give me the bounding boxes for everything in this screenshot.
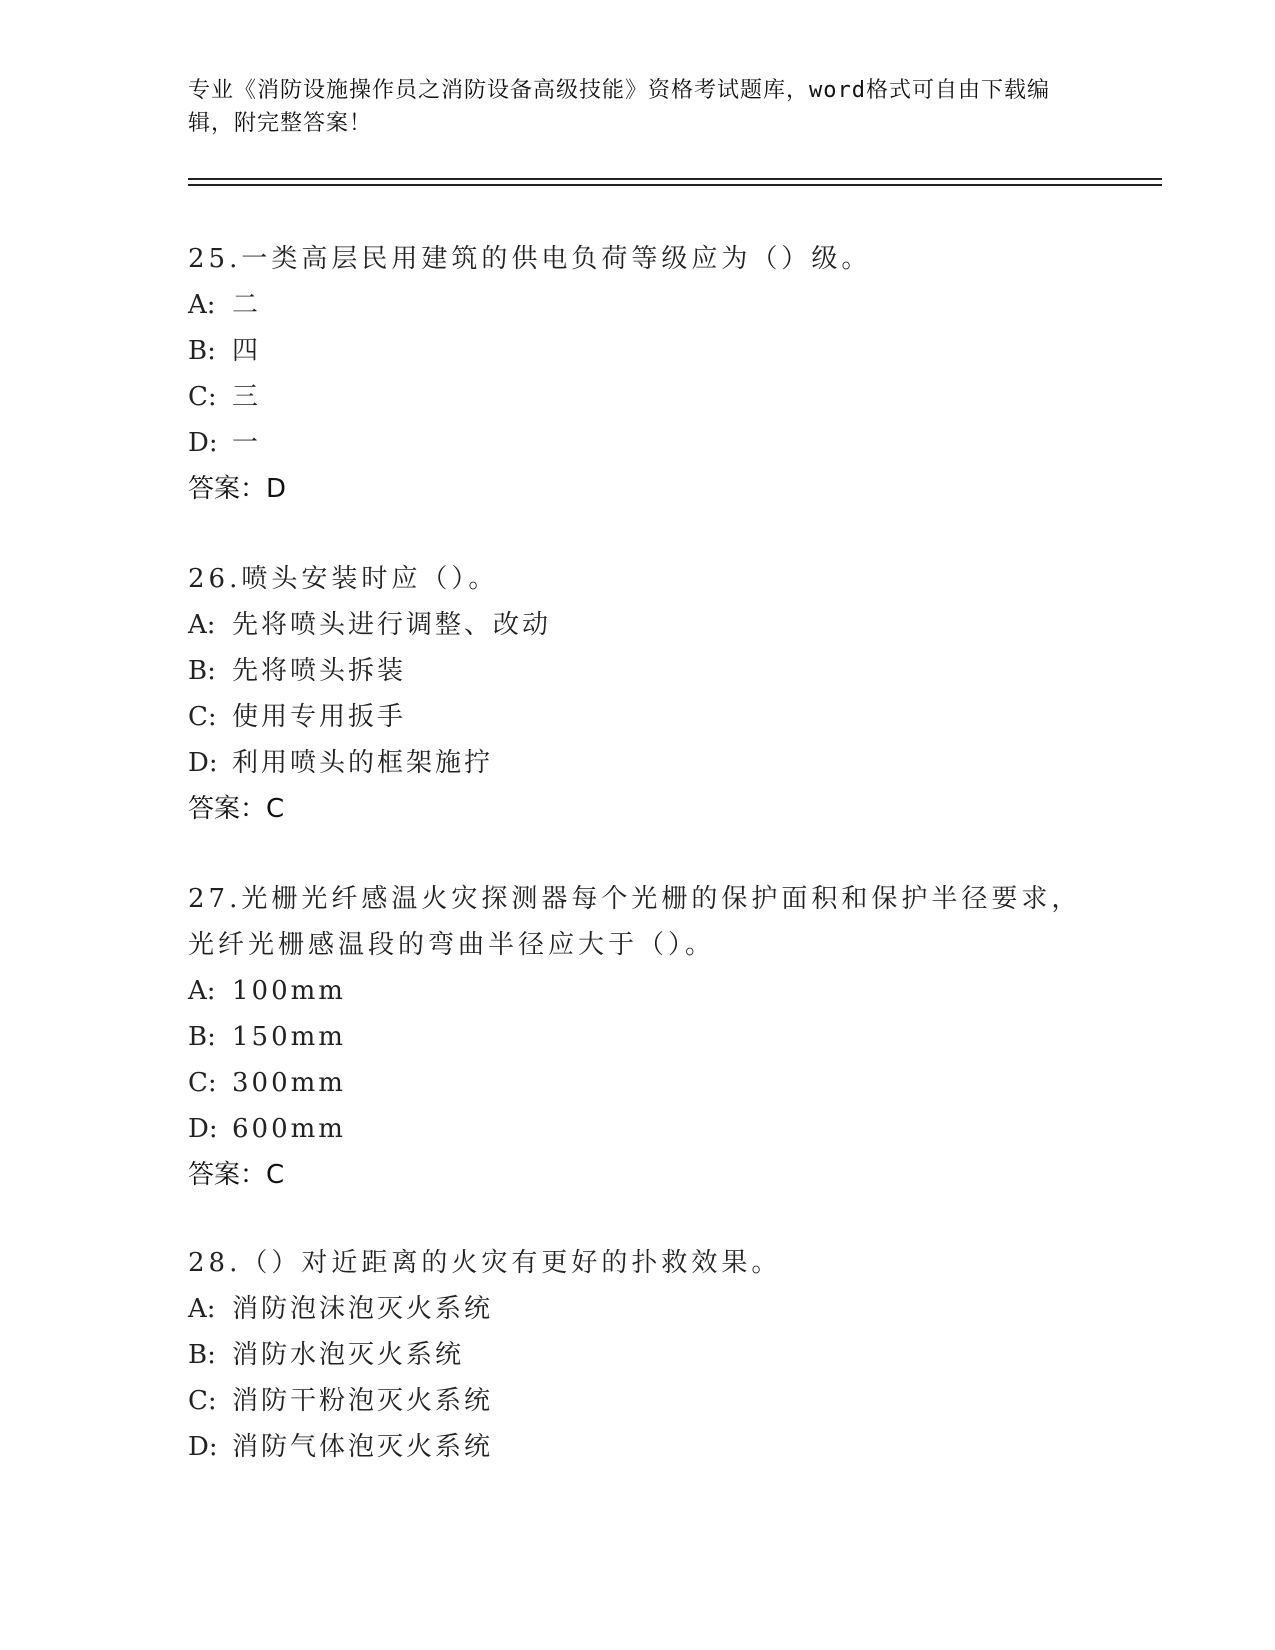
question-26 xyxy=(188,556,1088,832)
option-text: 消防泡沫泡灭火系统 xyxy=(232,1294,494,1324)
option-letter: B: xyxy=(188,1022,216,1052)
option-text: 消防干粉泡灭火系统 xyxy=(232,1386,494,1416)
option-letter: A: xyxy=(188,290,216,320)
option-c xyxy=(188,694,1088,740)
option-b xyxy=(188,328,1088,374)
option-text: 先将喷头拆装 xyxy=(232,656,407,686)
answer-line: 答案：C xyxy=(188,1160,285,1190)
option-c xyxy=(188,1378,1088,1424)
option-text: 使用专用扳手 xyxy=(232,702,407,732)
option-text: 利用喷头的框架施拧 xyxy=(232,748,494,778)
header-divider-top xyxy=(188,178,1162,180)
option-text: 300mm xyxy=(232,1068,346,1098)
option-a xyxy=(188,968,1088,1014)
option-text: 消防水泡灭火系统 xyxy=(232,1340,465,1370)
answer-line: 答案：C xyxy=(188,794,285,824)
option-a xyxy=(188,1286,1088,1332)
question-stem: 26.喷头安装时应（）。 xyxy=(188,564,499,594)
option-text: 消防气体泡灭火系统 xyxy=(232,1432,494,1462)
option-text: 150mm xyxy=(232,1022,346,1052)
option-d xyxy=(188,740,1088,786)
option-letter: C: xyxy=(188,1068,217,1098)
option-b xyxy=(188,1332,1088,1378)
question-stem: 28.（）对近距离的火灾有更好的扑救效果。 xyxy=(188,1248,782,1278)
option-text: 100mm xyxy=(232,976,346,1006)
option-letter: C: xyxy=(188,382,217,412)
option-d xyxy=(188,1424,1088,1470)
question-stem: 25.一类高层民用建筑的供电负荷等级应为（）级。 xyxy=(188,244,872,274)
option-letter: D: xyxy=(188,428,218,458)
option-letter: A: xyxy=(188,976,216,1006)
option-c xyxy=(188,374,1088,420)
question-28 xyxy=(188,1240,1088,1470)
question-27 xyxy=(188,876,1088,1198)
option-d xyxy=(188,1106,1088,1152)
document-header: 专业《消防设施操作员之消防设备高级技能》资格考试题库，word格式可自由下载编辑，附完整答案！ xyxy=(188,78,1050,136)
option-letter: B: xyxy=(188,1340,216,1370)
option-d xyxy=(188,420,1088,466)
option-b xyxy=(188,648,1088,694)
option-c xyxy=(188,1060,1088,1106)
option-letter: A: xyxy=(188,1294,216,1324)
option-letter: A: xyxy=(188,610,216,640)
option-text: 600mm xyxy=(232,1114,346,1144)
option-letter: B: xyxy=(188,336,216,366)
option-text: 三 xyxy=(232,382,262,412)
option-letter: D: xyxy=(188,1114,218,1144)
option-letter: C: xyxy=(188,702,217,732)
header-divider-bottom xyxy=(188,184,1162,186)
option-a xyxy=(188,282,1088,328)
option-text: 先将喷头进行调整、改动 xyxy=(232,610,552,640)
option-text: 一 xyxy=(232,428,262,458)
option-b xyxy=(188,1014,1088,1060)
option-a xyxy=(188,602,1088,648)
answer-line: 答案：D xyxy=(188,474,287,504)
option-letter: C: xyxy=(188,1386,217,1416)
option-letter: D: xyxy=(188,1432,218,1462)
option-letter: B: xyxy=(188,656,216,686)
option-text: 二 xyxy=(232,290,262,320)
question-25 xyxy=(188,236,1088,512)
option-text: 四 xyxy=(232,336,262,366)
question-stem: 27.光栅光纤感温火灾探测器每个光栅的保护面积和保护半径要求，光纤光栅感温段的弯曲半径应大于（）。 xyxy=(188,884,1082,960)
option-letter: D: xyxy=(188,748,218,778)
